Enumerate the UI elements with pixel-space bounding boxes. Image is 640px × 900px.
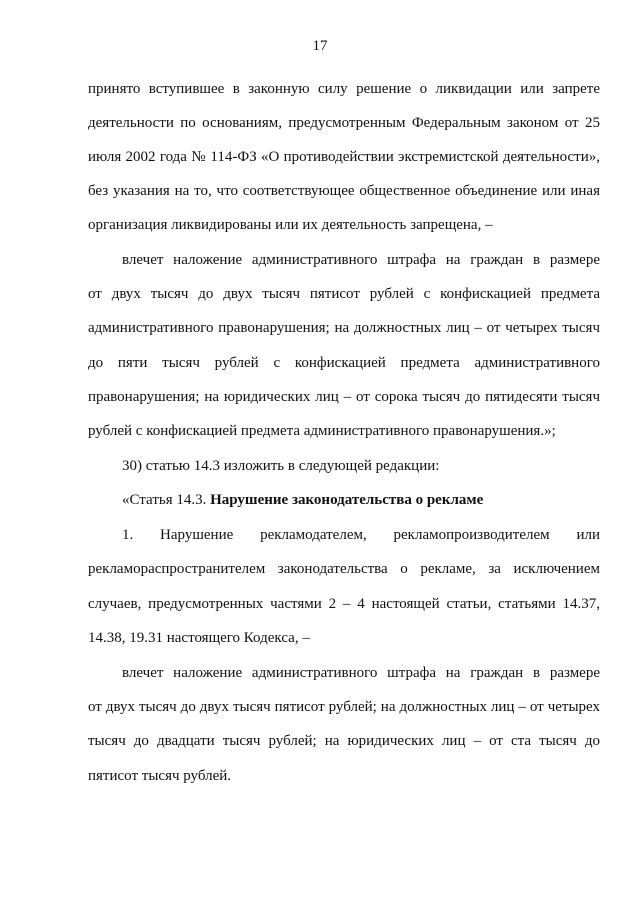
- paragraph-line: случаев, предусмотренных частями 2 – 4 настоящей статьи, статьями 14.37,: [88, 596, 600, 612]
- paragraph-line: принято вступившее в законную силу решение о ликвидации или запрете: [88, 81, 600, 97]
- paragraph-line: июля 2002 года № 114-ФЗ «О противодействии экстремистской деятельности»,: [88, 149, 600, 165]
- paragraph-line: 1. Нарушение рекламодателем, рекламопроизводителем или: [122, 527, 600, 543]
- paragraph-line: рублей с конфискацией предмета административного правонарушения.»;: [88, 423, 556, 439]
- paragraph-line: до пяти тысяч рублей с конфискацией предмета административного: [88, 355, 600, 371]
- article-number: «Статья 14.3.: [122, 492, 211, 508]
- paragraph-line: организация ликвидированы или их деятельность запрещена, –: [88, 217, 493, 233]
- paragraph-line: рекламораспространителем законодательства о рекламе, за исключением: [88, 561, 600, 577]
- paragraph-line: тысяч до двадцати тысяч рублей; на юридических лиц – от ста тысяч до: [88, 733, 600, 749]
- paragraph-line: от двух тысяч до двух тысяч пятисот рублей с конфискацией предмета: [88, 286, 600, 302]
- paragraph-line: без указания на то, что соответствующее общественное объединение или иная: [88, 183, 600, 199]
- paragraph-line: влечет наложение административного штрафа на граждан в размере: [122, 252, 600, 268]
- paragraph-line: административного правонарушения; на должностных лиц – от четырех тысяч: [88, 320, 600, 336]
- paragraph-line: влечет наложение административного штрафа на граждан в размере: [122, 665, 600, 681]
- article-heading: [122, 490, 600, 510]
- paragraph-line: пятисот тысяч рублей.: [88, 768, 232, 784]
- paragraph-line: 14.38, 19.31 настоящего Кодекса, –: [88, 630, 310, 646]
- paragraph-line: правонарушения; на юридических лиц – от сорока тысяч до пятидесяти тысяч: [88, 389, 600, 405]
- paragraph-line: от двух тысяч до двух тысяч пятисот рублей; на должностных лиц – от четырех: [88, 699, 600, 715]
- paragraph-line: деятельности по основаниям, предусмотренным Федеральным законом от 25: [88, 115, 600, 131]
- article-title: Нарушение законодательства о рекламе: [210, 492, 484, 508]
- page-number: 17: [312, 38, 328, 54]
- paragraph-line: 30) статью 14.3 изложить в следующей редакции:: [122, 458, 440, 474]
